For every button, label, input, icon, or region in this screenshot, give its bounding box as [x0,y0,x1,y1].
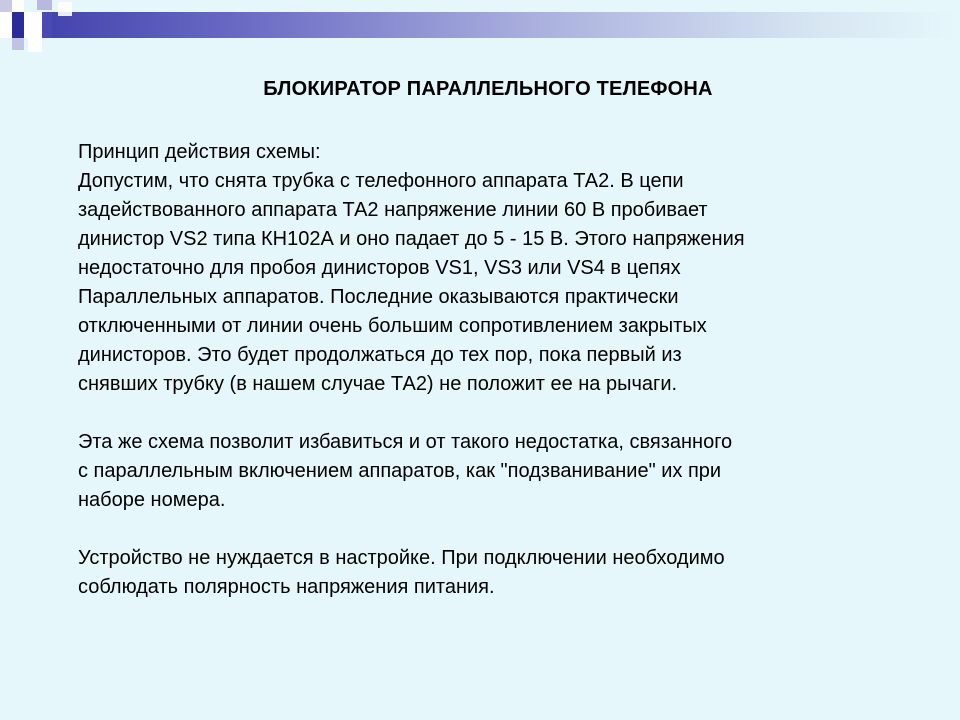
decorative-square [0,12,12,38]
decorative-square [12,38,24,50]
decorative-square [37,0,52,10]
decorative-square [0,0,12,12]
paragraph-setup: Устройство не нуждается в настройке. При подключении необходимо соблюдать полярность напряжения питания. [78,547,725,598]
paragraph-ringing: Эта же схема позволит избавиться и от такого недостатка, связанного с параллельным включением аппаратов, как "подзванивание" их при наборе номера. [78,431,733,511]
header-gradient-band [0,12,960,38]
decorative-square [28,38,42,52]
decorative-square [58,2,72,16]
decorative-square [12,12,24,38]
paragraph-principle: Принцип действия схемы: Допустим, что снята трубка с телефонного аппарата ТА2. В цепи задействованного аппарата ТА2 напряжение линии 60 В пробивает динистор VS2 типа КН102А и оно падает до 5 - 15 В. Этого напряжения недостаточно для пробоя динисторов VS1, VS3 или VS4 в цепях Параллельных аппаратов. Последние оказываются практически отключенными от линии очень большим сопротивлением закрытых динисторов. Это будет продолжаться до тех пор, пока первый из снявших трубку (в нашем случае ТА2) не положит ее на рычаги. [78,141,745,395]
decorative-square [12,0,24,12]
decorative-square [42,12,52,38]
slide-title: БЛОКИРАТОР ПАРАЛЛЕЛЬНОГО ТЕЛЕФОНА [263,78,713,100]
decorative-square [24,12,42,38]
